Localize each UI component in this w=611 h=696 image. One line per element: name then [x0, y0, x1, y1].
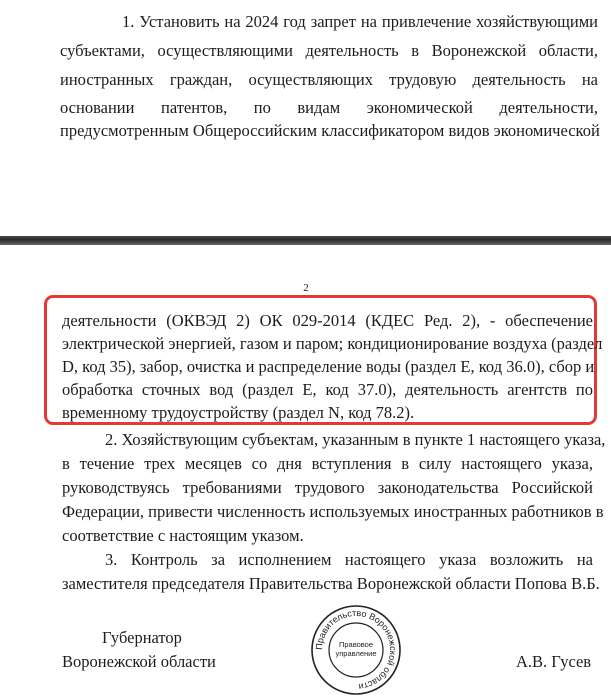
paragraph-1-line-2: субъектами, осуществляющими деятельность в Воронежской области, — [60, 41, 598, 60]
highlighted-line-4: обработка сточных вод (раздел E, код 37.0), деятельность агентств по — [62, 380, 593, 399]
highlighted-line-3: D, код 35), забор, очистка и распределение воды (раздел E, код 36.0), сбор и — [62, 357, 595, 376]
paragraph-1-line-1: 1. Установить на 2024 год запрет на привлечение хозяйствующими — [122, 12, 598, 31]
paragraph-2-line-2: в течение трех месяцев со дня вступления в силу настоящего указа, — [62, 454, 593, 473]
paragraph-1-line-4: основании патентов, по видам экономической деятельности, — [60, 98, 598, 117]
paragraph-2-line-4: Федерации, привести численность используемых иностранных работников в — [62, 502, 604, 521]
paragraph-3-line-2: заместителя председателя Правительства Воронежской области Попова В.Б. — [62, 574, 600, 593]
stamp-center-line-2: управление — [335, 649, 377, 658]
paragraph-3-line-1: 3. Контроль за исполнением настоящего указа возложить на — [105, 550, 593, 569]
paragraph-1-line-3: иностранных граждан, осуществляющих трудовую деятельность на — [60, 70, 598, 89]
paragraph-1-line-5: предусмотренным Общероссийским классификатором видов экономической — [60, 121, 600, 140]
stamp-ring-text: Правительство Воронежской области — [313, 607, 399, 692]
signature-title-line-2: Воронежской области — [62, 652, 216, 671]
highlighted-line-1: деятельности (ОКВЭД 2) ОК 029-2014 (КДЕС Ред. 2), - обеспечение — [62, 311, 593, 330]
signature-name: А.В. Гусев — [516, 652, 592, 671]
paragraph-2-line-3: руководствуясь требованиями трудового законодательства Российской — [62, 478, 593, 497]
signature-title-line-1: Губернатор — [102, 628, 182, 647]
highlighted-line-5: временному трудоустройству (раздел N, код 78.2). — [62, 403, 415, 422]
paragraph-2-line-5: соответствие с настоящим указом. — [62, 526, 304, 545]
document-page-1 — [0, 0, 611, 236]
page-separator — [0, 236, 611, 245]
paragraph-2-line-1: 2. Хозяйствующим субъектам, указанным в пункте 1 настоящего указа, — [105, 430, 606, 449]
stamp-seal — [310, 604, 402, 696]
stamp-center-line-1: Правовое — [338, 640, 374, 649]
page-number: 2 — [303, 282, 309, 294]
highlighted-line-2: электрической энергией, газом и паром; кондиционирование воздуха (раздел — [62, 334, 603, 353]
